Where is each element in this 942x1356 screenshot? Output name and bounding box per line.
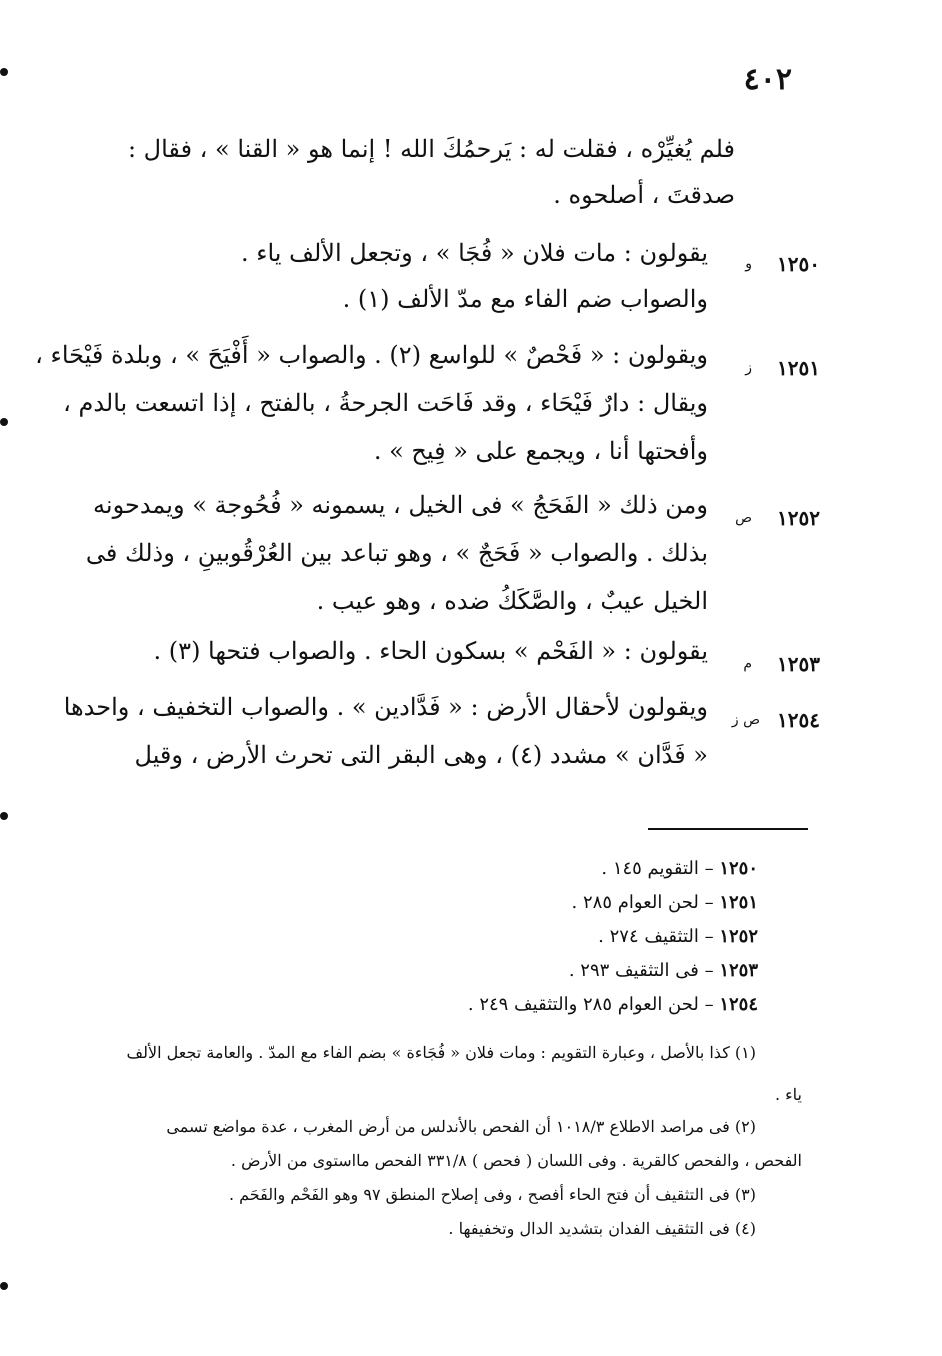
entry-line: الخيل عيبٌ ، والصَّكَكُ ضده ، وهو عيب .: [316, 587, 708, 615]
margin-mark: [0, 1282, 8, 1290]
footnote-line: الفحص ، والفحص كالقرية . وفى اللسان ( فحص ) ٣٣١/٨ الفحص مااستوى من الأرض .: [230, 1151, 802, 1170]
footnote-line: (١) كذا بالأصل ، وعبارة التقويم : ومات فلان « فُجَاءة » بضم الفاء مع المدّ . والعامة تجعل الألف: [126, 1043, 756, 1062]
reference-item: [468, 994, 758, 1015]
margin-mark: [0, 418, 8, 426]
entry-line: ويقولون : « فَحْصٌ » للواسع (٢) . والصواب « أَفْيَحَ » ، وبلدة فَيْحَاء ،: [35, 341, 708, 369]
page-number: ٤٠٢: [743, 62, 792, 97]
footnote-line: ياء .: [774, 1085, 802, 1104]
reference-text: – لحن العوام ٢٨٥ والتثقيف ٢٤٩ .: [467, 994, 714, 1015]
entry-line: وأفحتها أنا ، ويجمع على « فِيح » .: [373, 437, 708, 465]
reference-item: [572, 892, 758, 913]
entry-line: ومن ذلك « الفَحَجُ » فى الخيل ، يسمونه « فُحُوجة » ويمدحونه: [93, 491, 708, 519]
reference-item: [601, 858, 758, 879]
reference-number: ١٢٥٠: [719, 858, 758, 879]
reference-number: ١٢٥٤: [719, 994, 758, 1015]
footnote-line: (٤) فى التثقيف الفدان بتشديد الدال وتخفيفها .: [448, 1219, 756, 1238]
entry-line: ويقال : دارٌ فَيْحَاء ، وقد فَاحَت الجرحةُ ، بالفتح ، إذا اتسعت بالدم ،: [63, 389, 708, 417]
reference-text: – التثقيف ٢٧٤ .: [598, 926, 714, 947]
entry-line: « فَدَّان » مشدد (٤) ، وهى البقر التى تحرث الأرض ، وقيل: [134, 741, 708, 769]
reference-number: ١٢٥٢: [719, 926, 758, 947]
entry-source: ص: [735, 510, 752, 526]
footnote-line: (٢) فى مراصد الاطلاع ١٠١٨/٣ أن الفحص بالأندلس من أرض المغرب ، عدة مواضع تسمى: [166, 1117, 756, 1136]
entry-source: و: [745, 256, 752, 272]
entry-line: والصواب ضم الفاء مع مدّ الألف (١) .: [342, 285, 708, 313]
reference-item: [569, 960, 758, 981]
entry-line: بذلك . والصواب « فَحَجٌ » ، وهو تباعد بين العُرْقُوبينِ ، وذلك فى: [85, 539, 708, 567]
reference-item: [598, 926, 758, 947]
reference-number: ١٢٥١: [719, 892, 758, 913]
entry-line: يقولون : « الفَحْم » بسكون الحاء . والصواب فتحها (٣) .: [153, 637, 708, 665]
entry-number: ١٢٥٠: [777, 252, 820, 276]
entry-number: ١٢٥٣: [777, 652, 820, 676]
entry-source: م: [743, 656, 752, 672]
reference-text: – التقويم ١٤٥ .: [601, 858, 714, 879]
text-line: صدقتَ ، أصلحوه .: [553, 181, 735, 209]
margin-mark: [0, 812, 8, 820]
entry-number: ١٢٥١: [777, 356, 820, 380]
footnote-line: (٣) فى التثقيف أن فتح الحاء أفصح ، وفى إصلاح المنطق ٩٧ وهو الفَحْم والفَحَم .: [228, 1185, 756, 1204]
entry-number: ١٢٥٤: [777, 708, 820, 732]
entry-source: ز: [745, 360, 752, 376]
reference-text: – لحن العوام ٢٨٥ .: [571, 892, 714, 913]
reference-text: – فى التثقيف ٢٩٣ .: [568, 960, 714, 981]
margin-mark: [0, 68, 8, 76]
footnote-divider: [648, 828, 808, 830]
text-line: فلم يُغيِّرْه ، فقلت له : يَرحمُكَ الله ! إنما هو « القنا » ، فقال :: [127, 135, 735, 163]
entry-source: ص ز: [731, 712, 760, 728]
reference-number: ١٢٥٣: [719, 960, 758, 981]
entry-line: ويقولون لأحقال الأرض : « فَدَّادين » . والصواب التخفيف ، واحدها: [63, 693, 708, 721]
entry-line: يقولون : مات فلان « فُجَا » ، وتجعل الألف ياء .: [240, 239, 708, 267]
entry-number: ١٢٥٢: [777, 506, 820, 530]
